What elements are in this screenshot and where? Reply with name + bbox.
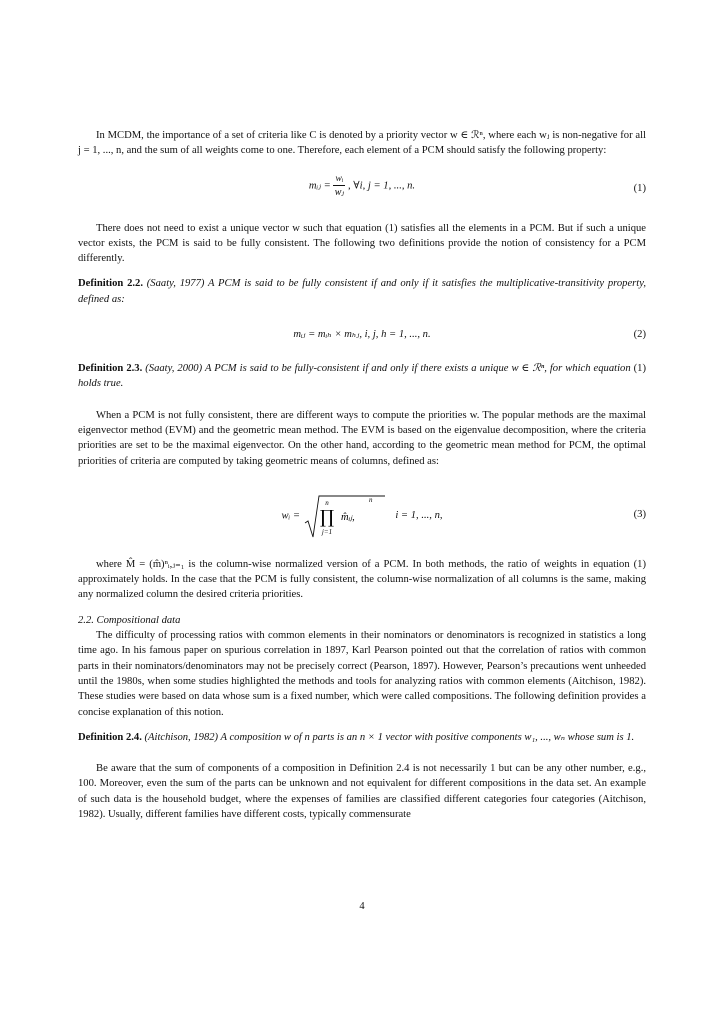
equation-1-fraction	[333, 173, 345, 199]
equation-2-text: mᵢⱼ = mᵢₕ × mₕⱼ, i, j, h = 1, ..., n.	[293, 329, 431, 341]
equation-3-prod-bottom: j=1	[321, 527, 332, 536]
paragraph-unique-vector: There does not need to exist a unique vector w such that equation (1) satisfies all the elements in a PCM. But if such a unique vector exists, the PCM is said to be fully consistent. The following two definitions provide the notion of consistency for a PCM differently.	[78, 222, 646, 265]
paragraph-compositional-history: The difficulty of processing ratios with common elements in their nominators or denominators is recognized in statistics a long time ago. In his famous paper on spurious correlation in 1897, Karl Pearson pointed out that the correlation of ratios with common parts in their nominators/denominators may not be precisely correct (Pearson, 1897). However, Pearson’s precautions went unheeded until the 1980s, when some studies highlighted the methods and tools for analyzing ratios with common elements (Aitchison, 1982). These studies were based on data whose sum is a fixed number, which were called compositions. The following definition provides a concise explanation of this notion.	[78, 630, 646, 718]
equation-2	[78, 325, 646, 349]
paragraph-normalized-pcm: where M̂ = (m̂)ⁿᵢ,ⱼ₌₁ is the column-wise normalized version of a PCM. In both methods, the ratio of weights in equation (1) approximately holds. In the case that the PCM is fully consistent, the column-wise normalization of all columns is the same, making any normalized column the desired criteria priorities.	[78, 558, 646, 601]
paragraph-priority-vector: In MCDM, the importance of a set of criteria like C is denoted by a priority vector w ∈ ℛⁿ, where each wⱼ is non-negative for all j = 1, ..., n, and the sum of all weights come to one. Therefore, each element of a PCM should satisfy the following property:	[78, 130, 646, 157]
equation-3	[78, 487, 646, 545]
definition-2-2-body: (Saaty, 1977) A PCM is said to be fully consistent if and only if it satisfies the multiplicative-transitivity property, defined as:	[78, 278, 646, 305]
definition-2-4	[78, 730, 646, 745]
paragraph-composition-sum: Be aware that the sum of components of a composition in Definition 2.4 is not necessarily 1 but can be any other number, e.g., 100. Moreover, even the sum of the parts can be unknown and not equivalent for different compositions in the data set. An example of such data is the household budget, where the expenses of families are classified different categories four categories (Aitchison, 1982). Usually, different families have different costs, typically commensurate	[78, 763, 646, 821]
definition-2-4-head: Definition 2.4.	[78, 731, 142, 743]
equation-2-label: (2)	[633, 329, 646, 341]
definition-2-2-head: Definition 2.2.	[78, 278, 143, 290]
definition-2-3-ref: (1)	[633, 363, 647, 375]
definition-2-3-head: Definition 2.3.	[78, 363, 143, 375]
equation-1-numerator: wᵢ	[335, 173, 344, 184]
definition-2-3-body-a: (Saaty, 2000) A PCM is said to be fully-consistent if and only if there exists a unique w ∈ ℛⁿ, for which equation	[145, 363, 634, 375]
definition-2-4-body: (Aitchison, 1982) A composition w of n parts is an n × 1 vector with positive components w₁, ..., wₙ whose sum is 1.	[144, 731, 635, 743]
equation-3-radical	[303, 493, 387, 539]
equation-1-label: (1)	[633, 182, 646, 194]
paragraph-geometric-mean: When a PCM is not fully consistent, there are different ways to compute the priorities w. The popular methods are the maximal eigenvector method (EVM) and the geometric mean method. The EVM is based on the eigenvalue decomposition, where the criteria priorities are set to be the maximal eigenvector. On the other hand, according to the geometric mean method for PCM, the optimal priorities of criteria are computed by taking geometric means of columns, defined as:	[78, 409, 646, 467]
equation-1-denominator: wⱼ	[334, 186, 345, 198]
definition-2-2	[78, 276, 646, 307]
equation-1-rhs: , ∀i, j = 1, ..., n.	[347, 180, 416, 192]
equation-3-prod-top: n	[324, 498, 329, 507]
definition-2-3	[78, 361, 646, 392]
equation-1	[78, 171, 646, 209]
page-number: 4	[359, 901, 365, 912]
equation-1-lhs: mᵢⱼ =	[308, 180, 331, 192]
equation-3-label: (3)	[633, 508, 646, 520]
section-heading: 2.2. Compositional data	[78, 614, 181, 626]
equation-3-root-index: n	[368, 495, 373, 504]
definition-2-3-body-b: holds true.	[78, 378, 124, 390]
page-body	[78, 128, 646, 822]
equation-3-product-symbol: ∏	[319, 506, 334, 528]
equation-3-rhs: i = 1, ..., n,	[395, 510, 443, 522]
equation-3-term: m̂ᵢⱼ,	[340, 511, 355, 523]
equation-3-lhs: wᵢ =	[281, 510, 301, 522]
